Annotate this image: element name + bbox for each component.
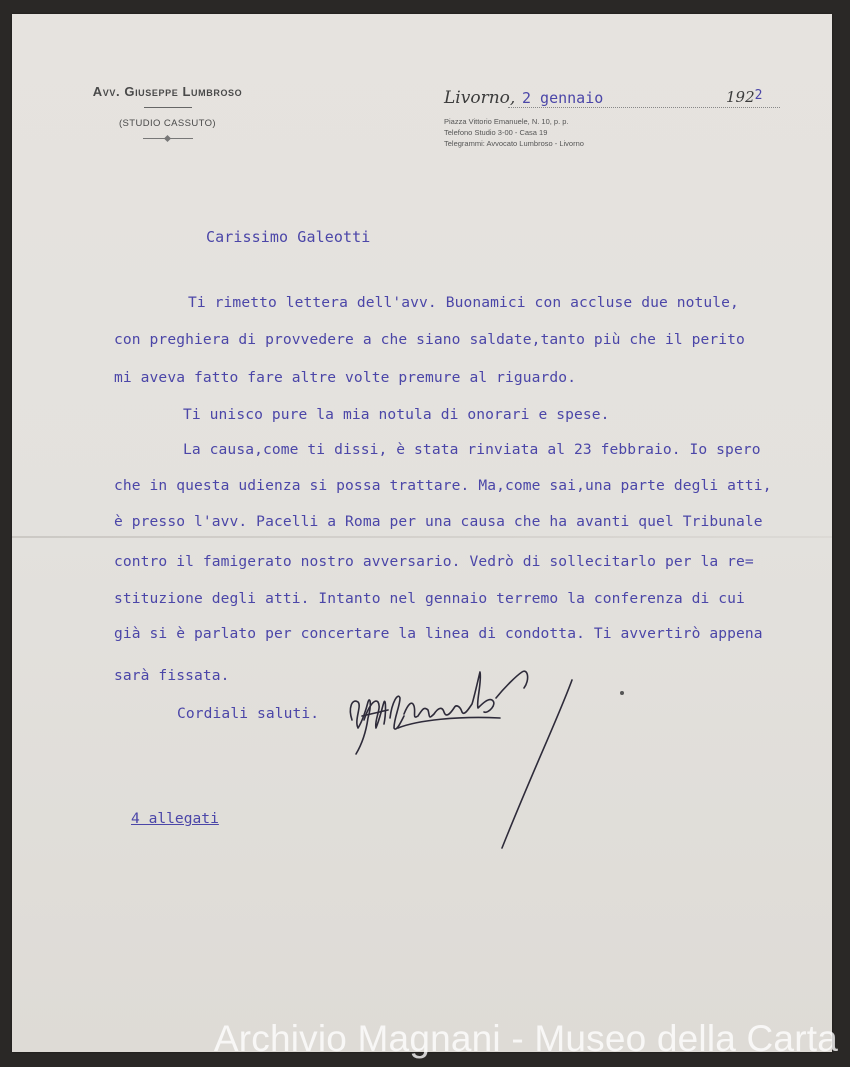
letterhead-left bbox=[60, 84, 275, 141]
letter-year: 1922 bbox=[726, 88, 763, 106]
body-line: è presso l'avv. Pacelli a Roma per una causa che ha avanti quel Tribunale bbox=[114, 513, 763, 530]
city: Livorno, bbox=[444, 88, 516, 108]
letter-date: 2 gennaio bbox=[522, 89, 604, 107]
body-line: già si è parlato per concertare la linea di condotta. Ti avvertirò appena bbox=[114, 625, 763, 642]
ink-dot bbox=[620, 691, 624, 695]
archive-watermark: Archivio Magnani - Museo della Carta bbox=[213, 1018, 838, 1059]
body-line: Ti unisco pure la mia notula di onorari e spese. bbox=[183, 406, 610, 423]
lawyer-name: Avv. Giuseppe Lumbroso bbox=[92, 84, 243, 99]
body-line: contro il famigerato nostro avversario. Vedrò di sollecitarlo per la re= bbox=[114, 553, 754, 570]
body-line: con preghiera di provvedere a che siano saldate,tanto più che il perito bbox=[114, 331, 745, 348]
body-line: La causa,come ti dissi, è stata rinviata al 23 febbraio. Io spero bbox=[183, 441, 761, 458]
body-line: Ti rimetto lettera dell'avv. Buonamici con accluse due notule, bbox=[188, 294, 739, 311]
studio-name: (STUDIO CASSUTO) bbox=[118, 118, 216, 129]
letter-paper bbox=[12, 14, 832, 1052]
body-line: stituzione degli atti. Intanto nel gennaio terremo la conferenza di cui bbox=[114, 590, 745, 607]
letterhead-address bbox=[444, 116, 584, 149]
body-line: che in questa udienza si possa trattare. Ma,come sai,una parte degli atti, bbox=[114, 477, 772, 494]
enclosures-note: 4 allegati bbox=[131, 810, 219, 827]
body-line: mi aveva fatto fare altre volte premure al riguardo. bbox=[114, 369, 577, 386]
salutation: Carissimo Galeotti bbox=[206, 228, 371, 246]
paper-fold bbox=[12, 536, 832, 538]
letterhead-rule bbox=[144, 107, 192, 108]
telegram-line: Telegrammi: Avvocato Lumbroso - Livorno bbox=[444, 139, 584, 148]
closing: Cordiali saluti. bbox=[177, 705, 320, 722]
address-line: Piazza Vittorio Emanuele, N. 10, p. p. bbox=[444, 117, 569, 126]
ornament-divider bbox=[143, 135, 193, 141]
handwritten-signature bbox=[338, 658, 588, 858]
place-date-line bbox=[444, 88, 784, 114]
body-line: sarà fissata. bbox=[114, 667, 230, 684]
phone-line: Telefono Studio 3-00 - Casa 19 bbox=[444, 128, 548, 137]
date-dotted-line bbox=[508, 107, 780, 108]
